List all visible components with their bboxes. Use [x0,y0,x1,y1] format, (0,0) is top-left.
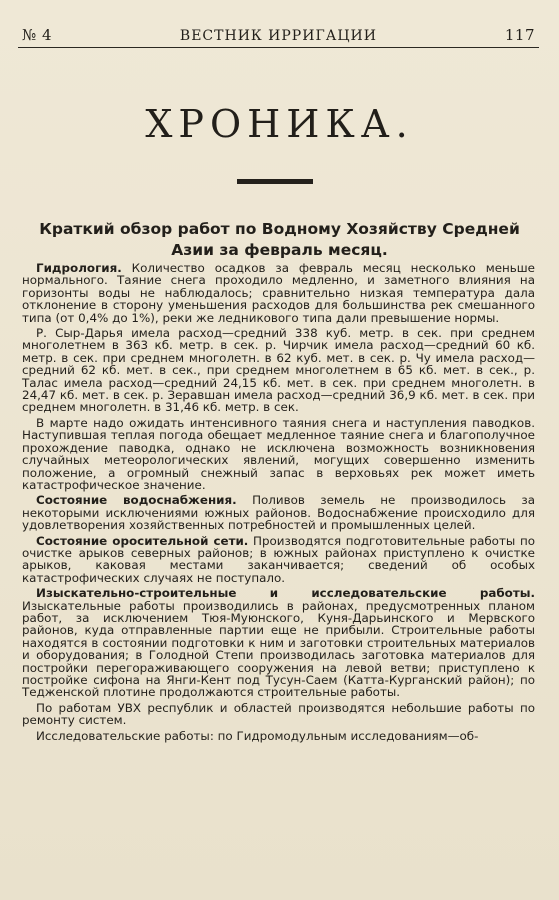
article-body [22,262,535,742]
paragraph-lead: Состояние оросительной сети. [36,533,249,548]
paragraph-text: Поливов земель не производилось за некоторыми исключениями южных районов. Водоснабжение происходило для удовлетворения хозяйственных потребностей и промышленных целей. [22,493,536,533]
page-number: 117 [504,26,535,44]
running-header [22,18,535,44]
paragraph-lead: Изыскательно-строительные и исследовательские работы. [36,586,535,601]
article-title: Краткий обзор работ по Водному Хозяйству Средней Азии за февраль месяц. [39,220,520,259]
paragraph-lead: Состояние водоснабжения. [36,493,237,508]
paragraph [22,535,535,585]
paragraph-text: Изыскательные работы производились в районах, предусмотренных планом работ, за исключением Тюя-Муюнского, Куня-Дарьинского и Мервского районов, куда отправленные партии еще не прибыли. Строительные работы находятся в состоянии подготовки к ним и заготовки строительных материалов и оборудования; в Голодной Степи производилась заготовка материалов для постройки перегораживающего сооружения на левой ветви; приступлено к постройке сифона на Янги-Кент под Тусун-Саем (Катта-Курганский район); по Тедженской плотине продолжаются строительные работы. [22,598,535,700]
issue-number: № 4 [22,26,53,44]
journal-name: ВЕСТНИК ИРРИГАЦИИ [179,28,377,44]
paragraph [22,702,535,727]
title-underline [237,179,313,184]
paragraph [22,262,535,324]
paragraph-text: Р. Сыр-Дарья имела расход—средний 338 куб. метр. в сек. при среднем многолетнем в 363 кб. метр. в сек. р. Чирчик имела расход—средний 60 кб. метр. в сек. при среднем многолетн. в 62 куб. мет. в сек. р. Чу имела расход—средний 62 кб. мет. в сек., при среднем многолетнем в 65 кб. мет. в сек., р. Талас имела расход—средний 24,15 кб. мет. в сек. при среднем многолетн. в 24,47 кб. мет. в сек. р. Зеравшан имела расход—средний 36,9 кб. мет. в сек. при среднем многолетн. в 31,46 кб. метр. в сек. [22,326,535,415]
paragraph [22,730,535,742]
section-title: ХРОНИКА. [145,102,414,146]
header-rule [18,47,539,48]
paragraph-text: Количество осадков за февраль месяц несколько меньше нормального. Таяние снега проходило медленно, и заметного влияния на горизонты воды не наблюдалось; сравнительно низкая температура дала отклонение в сторону уменьшения расходов для большинства рек смешанного типа (от 0,4% до 1%), реки же ледникового типа дали превышение нормы. [22,261,535,325]
paragraph-lead: Гидрология. [36,261,122,275]
paragraph [22,417,535,491]
paragraph-text: По работам УВХ республик и областей производятся небольшие работы по ремонту систем. [22,700,535,728]
paragraph [22,587,535,699]
paragraph-text: В марте надо ожидать интенсивного таяния снега и наступления паводков. Наступившая теплая погода обещает медленное таяние снега и благополучное прохождение паводка, однако не исключена возможность возникновения случайных метеорологических явлений, могущих совершенно изменить положение, а огромный снежный запас в верховьях рек может иметь катастрофическое значение. [22,415,535,492]
paragraph-text: Исследовательские работы: по Гидромодульным исследованиям—об- [36,728,479,743]
paragraph [22,327,535,414]
paragraph-text: Производятся подготовительные работы по очистке арыков северных районов; в южных районах приступлено к очистке арыков, каковая местами заканчивается; сведений об особых катастрофических случаях не поступало. [22,533,536,585]
paragraph [22,494,535,531]
